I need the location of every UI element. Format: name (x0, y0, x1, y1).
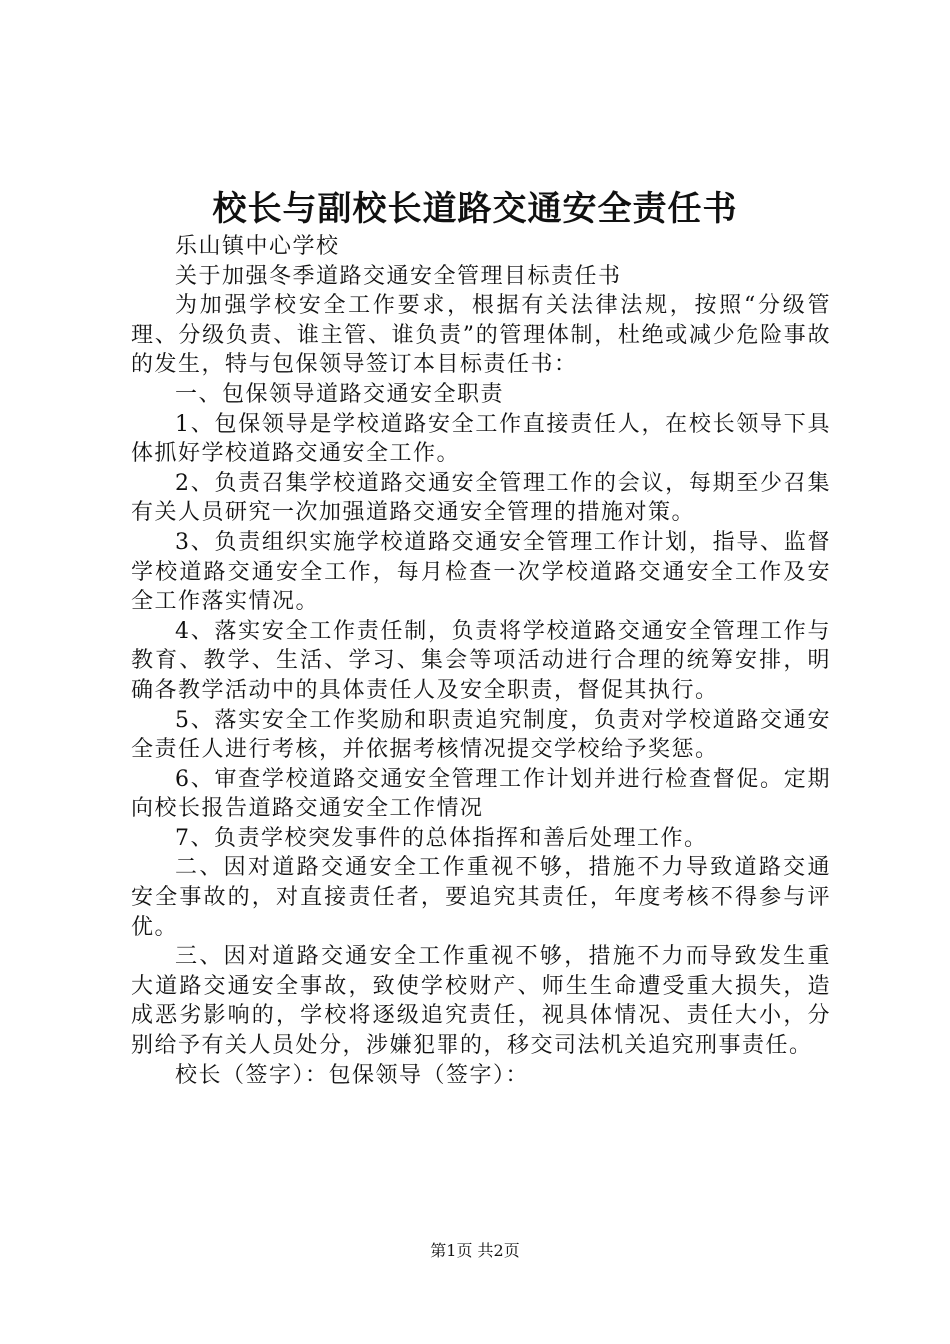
duty-item-2: 2、负责召集学校道路交通安全管理工作的会议，每期至少召集有关人员研究一次加强道路交通安全管理的措施对策。 (131, 470, 831, 526)
duty-item-6: 6、审查学校道路交通安全管理工作计划并进行检查督促。定期向校长报告道路交通安全工作情况 (131, 766, 831, 822)
section-2-paragraph: 二、因对道路交通安全工作重视不够，措施不力导致道路交通安全事故的，对直接责任者，要追究其责任，年度考核不得参与评优。 (131, 855, 831, 940)
section-heading-1: 一、包保领导道路交通安全职责 (175, 381, 505, 407)
duty-item-4: 4、落实安全工作责任制，负责将学校道路交通安全管理工作与教育、教学、生活、学习、集会等项活动进行合理的统筹安排，明确各教学活动中的具体责任人及安全职责，督促其执行。 (131, 618, 831, 703)
section-3-paragraph: 三、因对道路交通安全工作重视不够，措施不力而导致发生重大道路交通安全事故，致使学校财产、师生生命遭受重大损失，造成恶劣影响的，学校将逐级追究责任，视具体情况、责任大小，分别给予有关人员处分，涉嫌犯罪的，移交司法机关追究刑事责任。 (131, 944, 831, 1059)
duty-item-7: 7、负责学校突发事件的总体指挥和善后处理工作。 (175, 825, 708, 851)
signature-line: 校长（签字）：包保领导（签字）： (175, 1062, 530, 1088)
school-name: 乐山镇中心学校 (175, 234, 340, 259)
duty-item-3: 3、负责组织实施学校道路交通安全管理工作计划，指导、监督学校道路交通安全工作，每月检查一次学校道路交通安全工作及安全工作落实情况。 (131, 529, 831, 615)
duty-item-5: 5、落实安全工作奖励和职责追究制度，负责对学校道路交通安全责任人进行考核，并依据考核情况提交学校给予奖惩。 (131, 707, 831, 763)
intro-paragraph: 为加强学校安全工作要求，根据有关法律法规，按照“分级管理、分级负责、谁主管、谁负责”的管理体制，杜绝或减少危险事故的发生，特与包保领导签订本目标责任书： (131, 293, 831, 378)
page-number-label: 第1页 共2页 (430, 1241, 520, 1260)
duty-item-1: 1、包保领导是学校道路安全工作直接责任人，在校长领导下具体抓好学校道路交通安全工作。 (131, 411, 831, 467)
page-footer (0, 1240, 950, 1262)
document-title: 校长与副校长道路交通安全责任书 (212, 189, 738, 229)
subtitle-line: 关于加强冬季道路交通安全管理目标责任书 (175, 263, 622, 289)
document-body (131, 232, 831, 1090)
